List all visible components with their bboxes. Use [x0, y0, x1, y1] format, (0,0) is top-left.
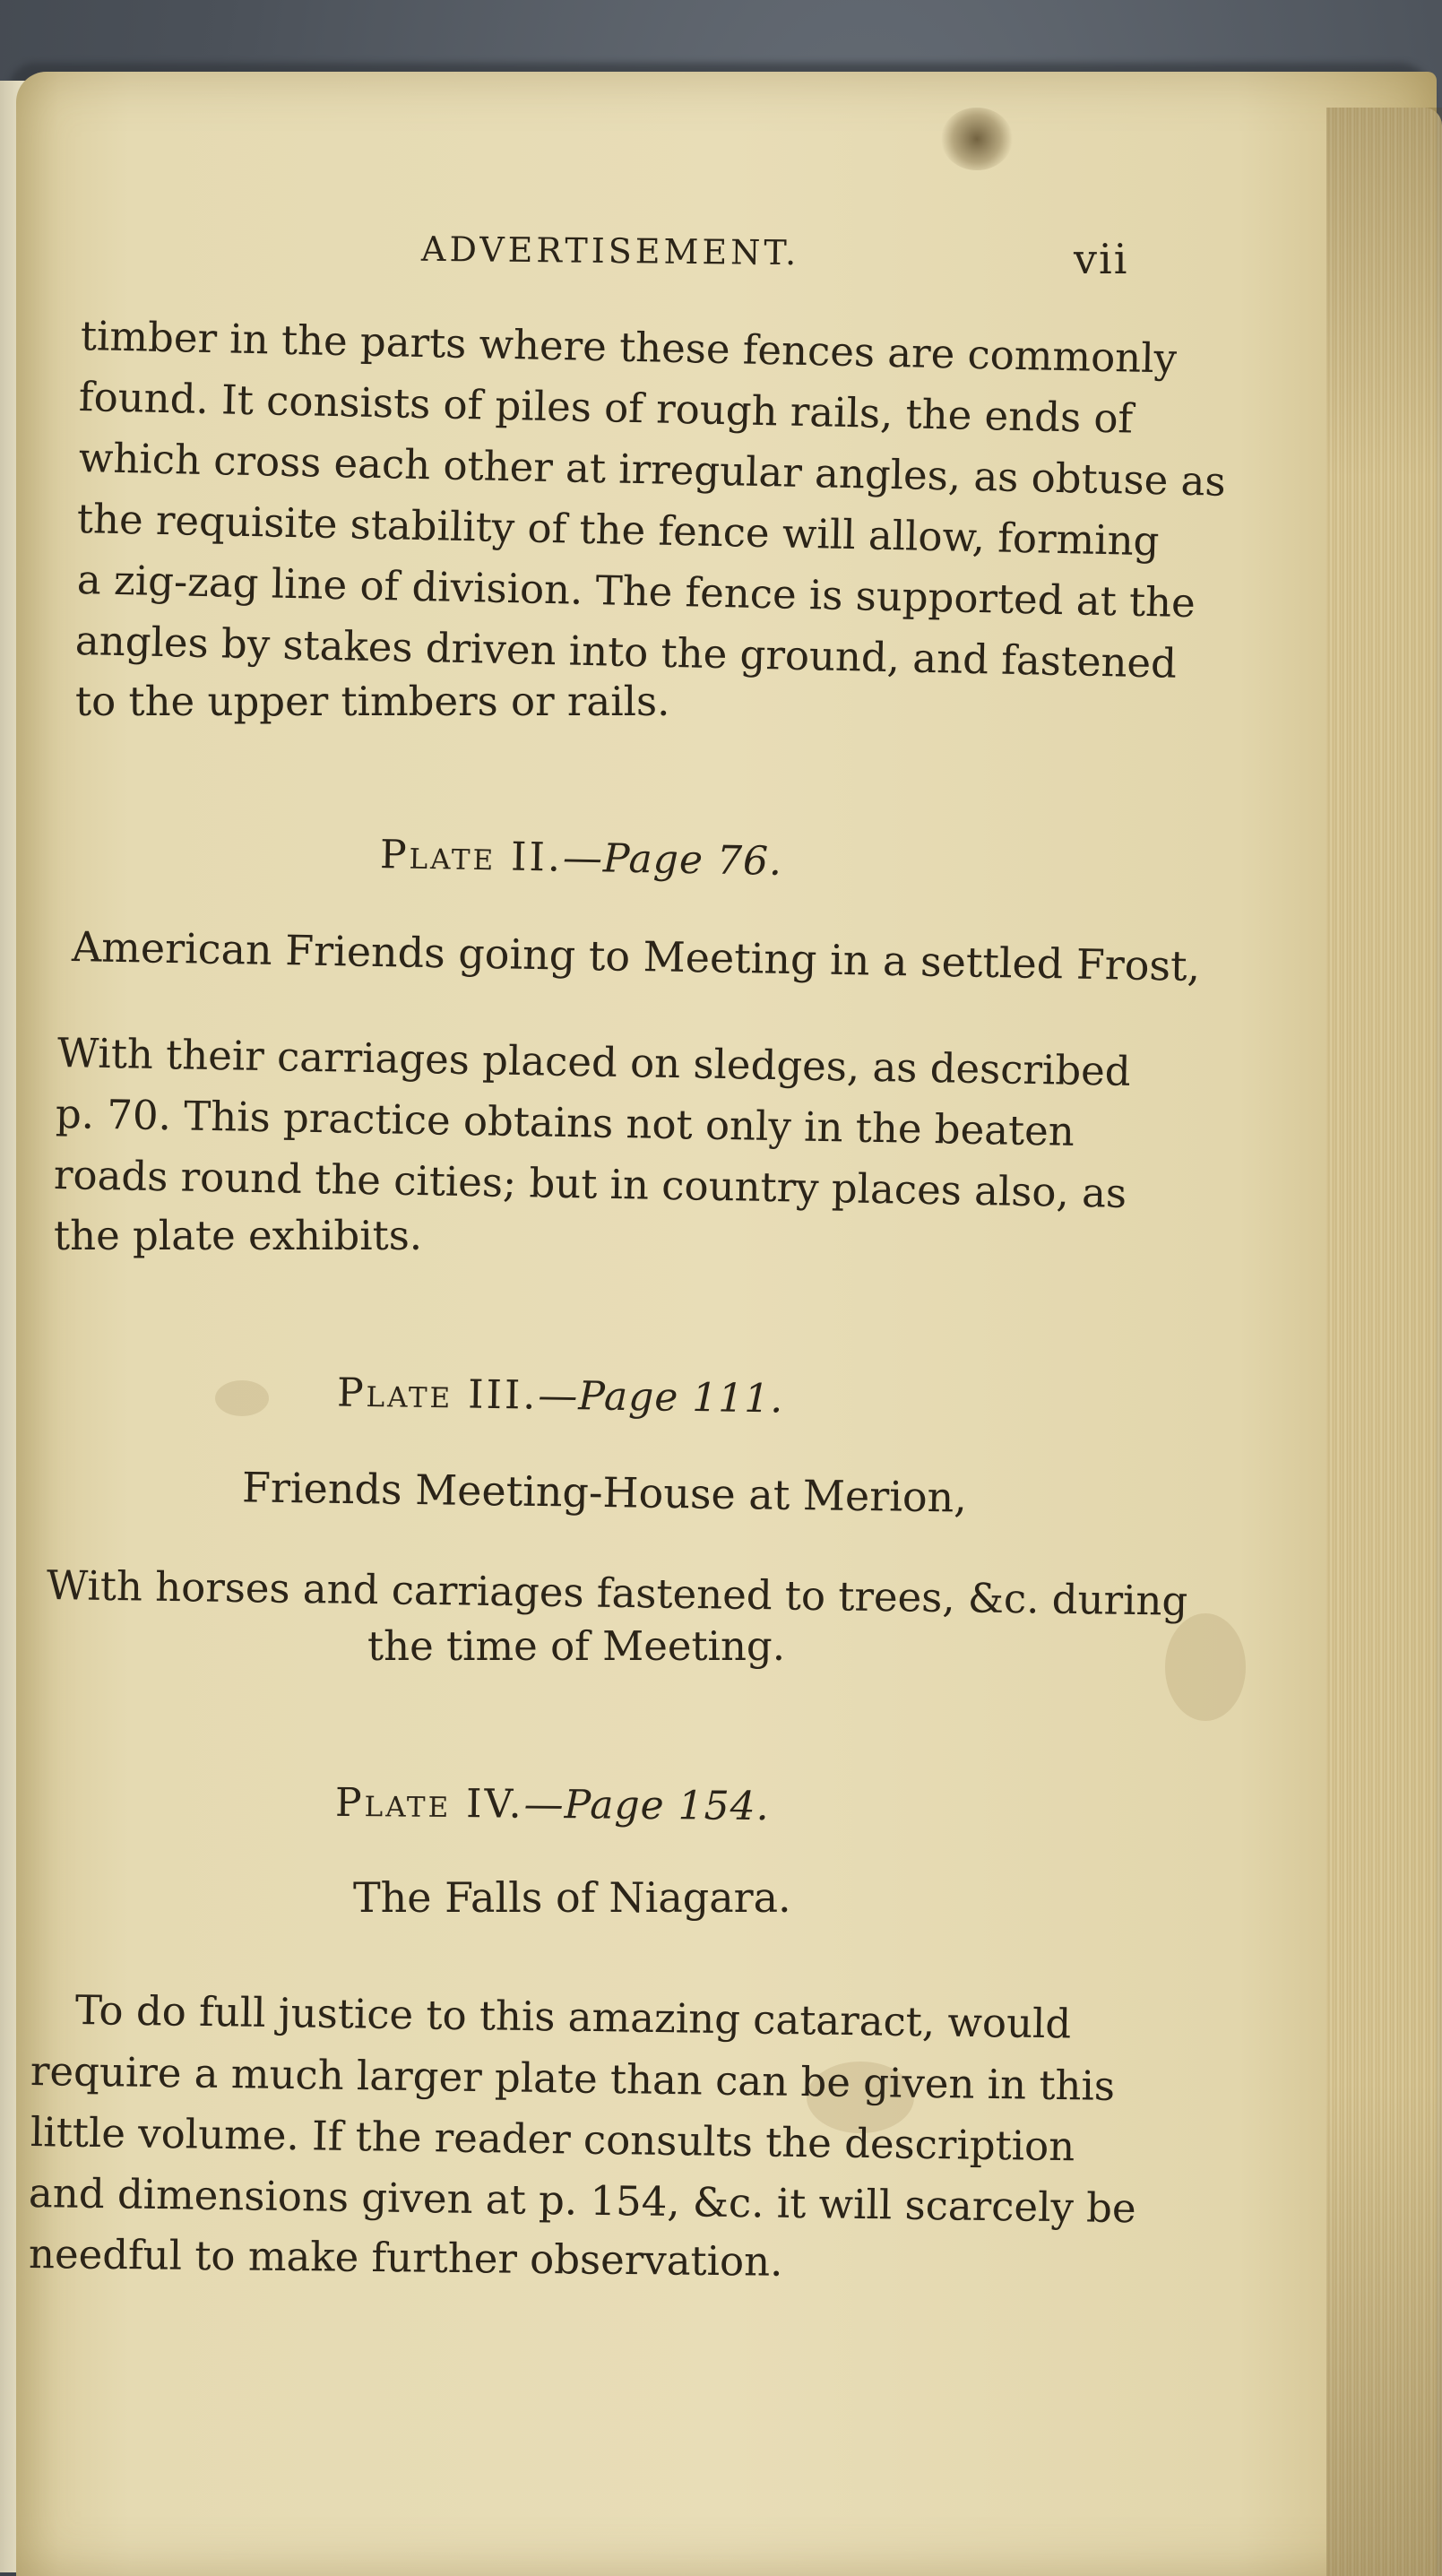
- plate-3-heading: [337, 1370, 784, 1422]
- plate-2-line: the plate exhibits.: [54, 1212, 423, 1259]
- plate-2-line: p. 70. This practice obtains not only in the beaten: [55, 1090, 1075, 1155]
- plate-3-page-ref: —Page 111.: [537, 1372, 784, 1422]
- plate-2-line: With their carriages placed on sledges, as described: [56, 1029, 1132, 1095]
- plate-2-page-ref: —Page 76.: [562, 834, 783, 885]
- plate-4-title: The Falls of Niagara.: [353, 1873, 791, 1922]
- plate-3-title: Friends Meeting-House at Merion,: [241, 1463, 968, 1522]
- plate-4-page-ref: —Page 154.: [523, 1781, 770, 1830]
- body-line: to the upper timbers or rails.: [75, 678, 670, 725]
- plate-4-line: needful to make further observation.: [28, 2230, 783, 2286]
- running-head: ADVERTISEMENT.: [420, 229, 800, 273]
- plate-3-label: Plate III.: [336, 1370, 539, 1419]
- body-line: timber in the parts where these fences are commonly: [80, 312, 1178, 383]
- plate-4-line: little volume. If the reader consults the description: [30, 2108, 1075, 2171]
- plate-4-heading: [335, 1780, 770, 1829]
- plate-4-line: To do full justice to this amazing cataract, would: [74, 1986, 1072, 2048]
- plate-2-line: roads round the cities; but in country places also, as: [53, 1151, 1127, 1217]
- plate-2-title: American Friends going to Meeting in a settled Frost,: [71, 922, 1201, 990]
- plate-4-label: Plate IV.: [334, 1779, 524, 1828]
- plate-2-label: Plate II.: [379, 832, 564, 881]
- body-line: a zig-zag line of division. The fence is supported at the: [76, 556, 1196, 627]
- body-line: found. It consists of piles of rough rails, the ends of: [78, 373, 1134, 443]
- plate-3-line: With horses and carriages fastened to trees, &c. during: [46, 1561, 1188, 1625]
- body-line: angles by stakes driven into the ground, and fastened: [74, 617, 1178, 687]
- plate-3-line: the time of Meeting.: [367, 1622, 786, 1670]
- plate-4-line: and dimensions given at p. 154, &c. it will scarcely be: [28, 2169, 1136, 2233]
- body-line: which cross each other at irregular angles, as obtuse as: [78, 434, 1227, 506]
- body-line: the requisite stability of the fence will allow, forming: [76, 495, 1160, 566]
- plate-2-heading: [380, 832, 783, 885]
- page-number: vii: [1074, 235, 1129, 283]
- plate-4-line: require a much larger plate than can be given in this: [30, 2047, 1116, 2110]
